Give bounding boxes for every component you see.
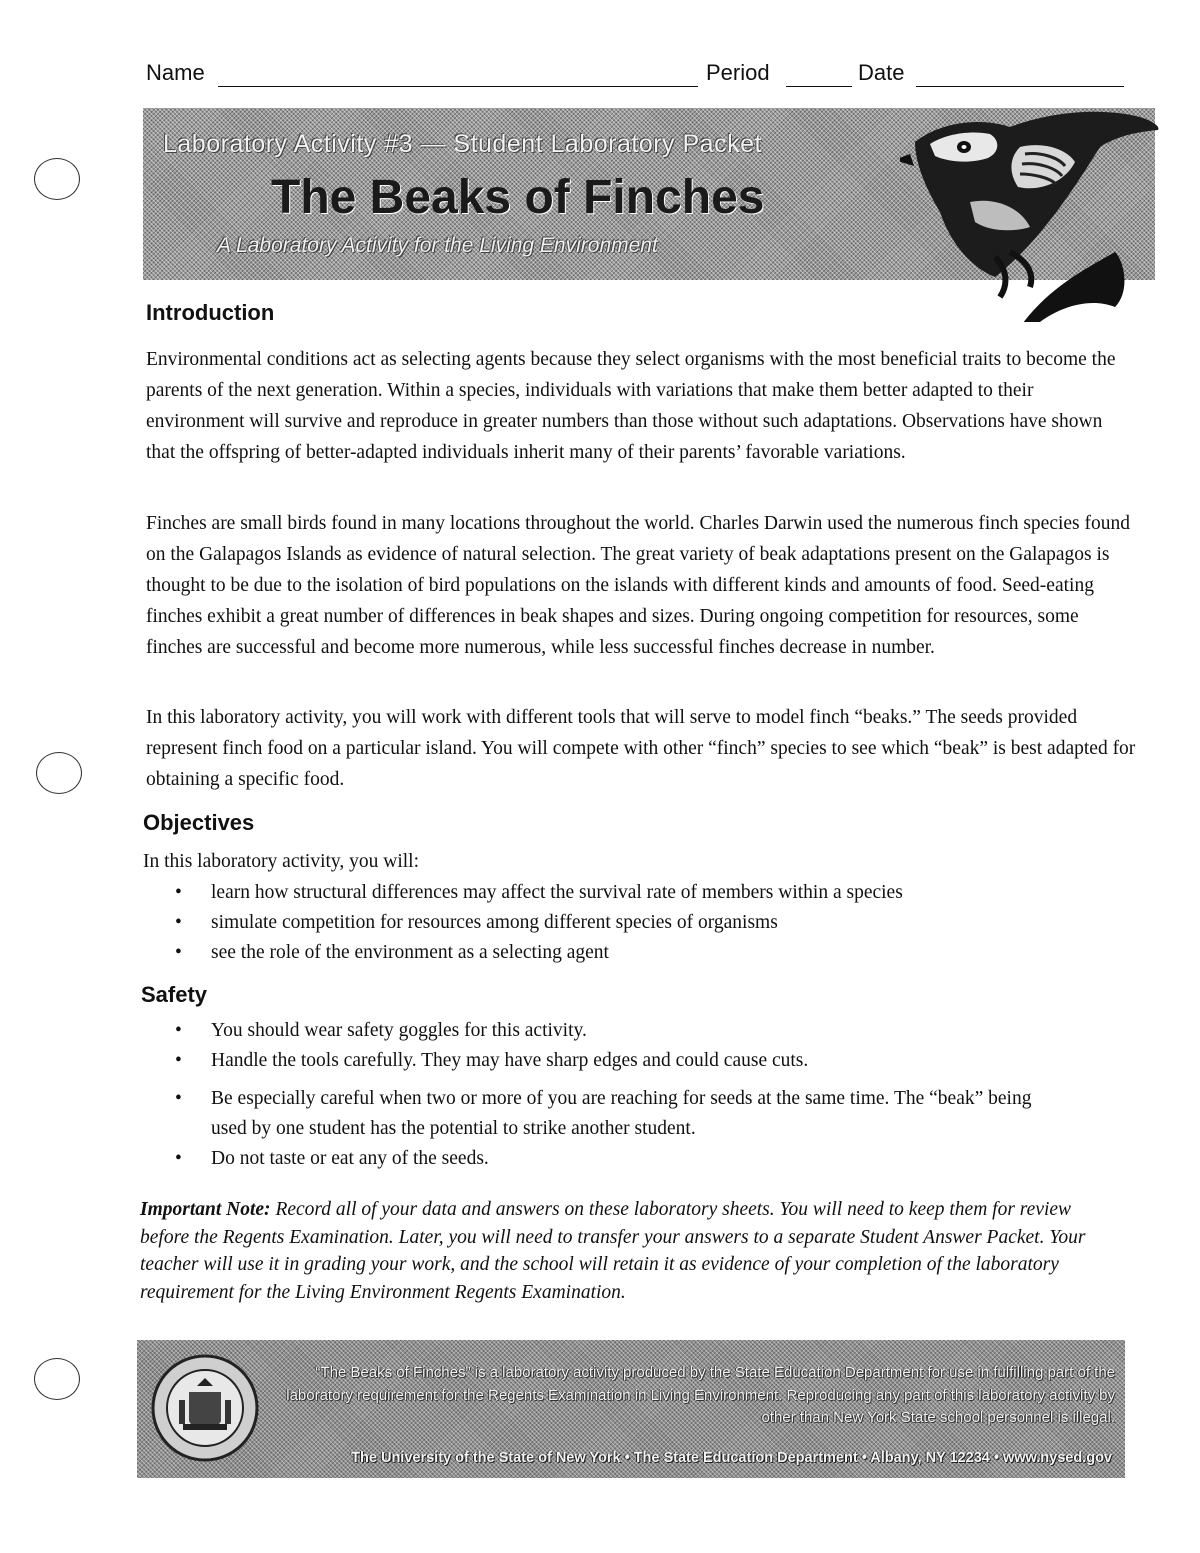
list-item	[175, 908, 903, 938]
safety-text: Be especially careful when two or more of you are reaching for seeds at the same time. The “beak” being used by one student has the potential to strike another student.	[211, 1088, 1032, 1139]
period-field[interactable]	[786, 86, 852, 87]
punch-hole-top	[34, 158, 80, 200]
name-field[interactable]	[218, 86, 698, 87]
period-label: Period	[706, 60, 770, 85]
header-fields	[146, 60, 1126, 92]
footer-address: The University of the State of New York • The State Education Department • Albany, NY 12234 • www.nysed.gov	[351, 1450, 1112, 1466]
punch-hole-middle	[36, 752, 82, 794]
objective-text: see the role of the environment as a selecting agent	[211, 942, 609, 963]
objectives-heading: Objectives	[143, 810, 255, 835]
banner-subtitle: Laboratory Activity #3 — Student Laboratory Packet	[163, 130, 762, 158]
safety-text: You should wear safety goggles for this activity.	[211, 1020, 587, 1041]
date-label: Date	[858, 60, 905, 85]
list-item	[175, 938, 903, 968]
state-seal-icon	[149, 1352, 261, 1464]
objectives-intro: In this laboratory activity, you will:	[143, 851, 420, 872]
list-item	[175, 1046, 1055, 1076]
bullet-icon: •	[175, 912, 182, 933]
banner-tagline: A Laboratory Activity for the Living Environment	[217, 234, 658, 257]
objective-text: simulate competition for resources among different species of organisms	[211, 912, 778, 933]
list-item	[175, 1144, 1055, 1174]
bullet-icon: •	[175, 1088, 182, 1109]
date-field[interactable]	[916, 86, 1124, 87]
bullet-icon: •	[175, 942, 182, 963]
intro-paragraph-1: Environmental conditions act as selecting agents because they select organisms with the most beneficial traits to become the parents of the next generation. Within a species, individuals with variations that make them better adapted to their environment will survive and reproduce in greater numbers than those without such adaptations. Observations have shown that the offspring of better-adapted individuals inherit many of their parents’ favorable variations.	[146, 349, 1116, 463]
list-item	[175, 1016, 1055, 1046]
intro-paragraph-2: Finches are small birds found in many locations throughout the world. Charles Darwin used the numerous finch species found on the Galapagos Islands as evidence of natural selection. The great variety of beak adaptations present on the Galapagos is thought to be due to the isolation of bird populations on the islands with different kinds and amounts of food. Seed-eating finches exhibit a great number of differences in beak shapes and sizes. During ongoing competition for resources, some finches are successful and become more numerous, while less successful finches decrease in number.	[146, 513, 1131, 658]
important-note	[140, 1196, 1125, 1306]
safety-text: Do not taste or eat any of the seeds.	[211, 1148, 489, 1169]
note-text: Record all of your data and answers on these laboratory sheets. You will need to keep them for review before the Regents Examination. Later, you will need to transfer your answers to a separate Student Answer Packet. Your teacher will use it in grading your work, and the school will retain it as evidence of your completion of the laboratory requirement for the Living Environment Regents Examination.	[140, 1199, 1086, 1303]
footer-banner	[137, 1340, 1125, 1478]
objectives-list	[175, 878, 903, 968]
safety-heading: Safety	[141, 982, 208, 1007]
introduction-heading: Introduction	[146, 300, 275, 325]
punch-hole-bottom	[34, 1358, 80, 1400]
safety-list	[175, 1016, 1055, 1174]
note-label: Important Note:	[140, 1199, 271, 1220]
bullet-icon: •	[175, 1148, 182, 1169]
bullet-icon: •	[175, 882, 182, 903]
bullet-icon: •	[175, 1050, 182, 1071]
intro-paragraph-3: In this laboratory activity, you will work with different tools that will serve to model finch “beaks.” The seeds provided represent finch food on a particular island. You will compete with other “finch” species to see which “beak” is best adapted for obtaining a specific food.	[146, 707, 1136, 790]
name-label: Name	[146, 60, 205, 85]
page-title: The Beaks of Finches	[271, 171, 765, 224]
bullet-icon: •	[175, 1020, 182, 1041]
objective-text: learn how structural differences may affect the survival rate of members within a species	[211, 882, 903, 903]
safety-text: Handle the tools carefully. They may have sharp edges and could cause cuts.	[211, 1050, 809, 1071]
list-item	[175, 1084, 1055, 1144]
finch-illustration-icon	[900, 92, 1165, 322]
list-item	[175, 878, 903, 908]
footer-text: “The Beaks of Finches” is a laboratory activity produced by the State Education Department for use in fulfilling part of the laboratory requirement for the Regents Examination in Living Environment. Reproducing any part of this laboratory activity by other than New York State school personnel is illegal.	[286, 1364, 1115, 1426]
